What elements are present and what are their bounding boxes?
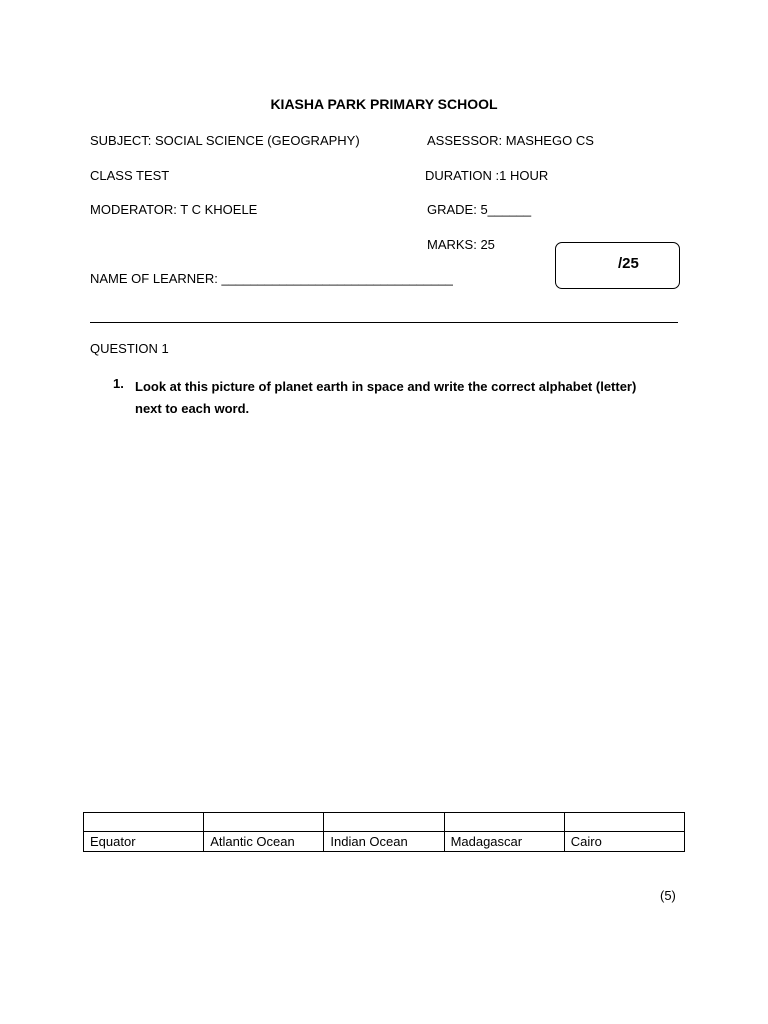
word-cell: Equator	[84, 832, 204, 852]
score-box	[555, 242, 680, 289]
answer-cell[interactable]	[204, 813, 324, 832]
duration-label: DURATION :1 HOUR	[425, 168, 549, 183]
word-cell: Atlantic Ocean	[204, 832, 324, 852]
answer-cell[interactable]	[564, 813, 684, 832]
answer-letter-row	[84, 813, 685, 832]
score-total: /25	[618, 255, 639, 272]
word-cell: Indian Ocean	[324, 832, 444, 852]
earth-picture-area	[90, 425, 678, 800]
subject-label: SUBJECT: SOCIAL SCIENCE (GEOGRAPHY)	[90, 133, 360, 148]
learner-name-field: NAME OF LEARNER: ________________________________	[90, 271, 453, 286]
word-cell: Cairo	[564, 832, 684, 852]
grade-label: GRADE: 5______	[427, 202, 532, 217]
marks-allocated: (5)	[660, 888, 676, 903]
moderator-label: MODERATOR: T C KHOELE	[90, 202, 258, 217]
answer-table	[83, 812, 685, 852]
question-text: Look at this picture of planet earth in space and write the correct alphabet (letter) next to each word.	[135, 379, 637, 416]
word-row	[84, 832, 685, 852]
test-type-label: CLASS TEST	[90, 168, 170, 183]
word-cell: Madagascar	[444, 832, 564, 852]
school-title: KIASHA PARK PRIMARY SCHOOL	[270, 96, 498, 112]
assessor-label: ASSESSOR: MASHEGO CS	[427, 133, 594, 148]
answer-cell[interactable]	[324, 813, 444, 832]
header-divider	[90, 322, 678, 323]
answer-cell[interactable]	[444, 813, 564, 832]
marks-label: MARKS: 25	[427, 237, 495, 252]
answer-cell[interactable]	[84, 813, 204, 832]
question-number: 1.	[113, 376, 124, 391]
question-heading: QUESTION 1	[90, 341, 169, 356]
